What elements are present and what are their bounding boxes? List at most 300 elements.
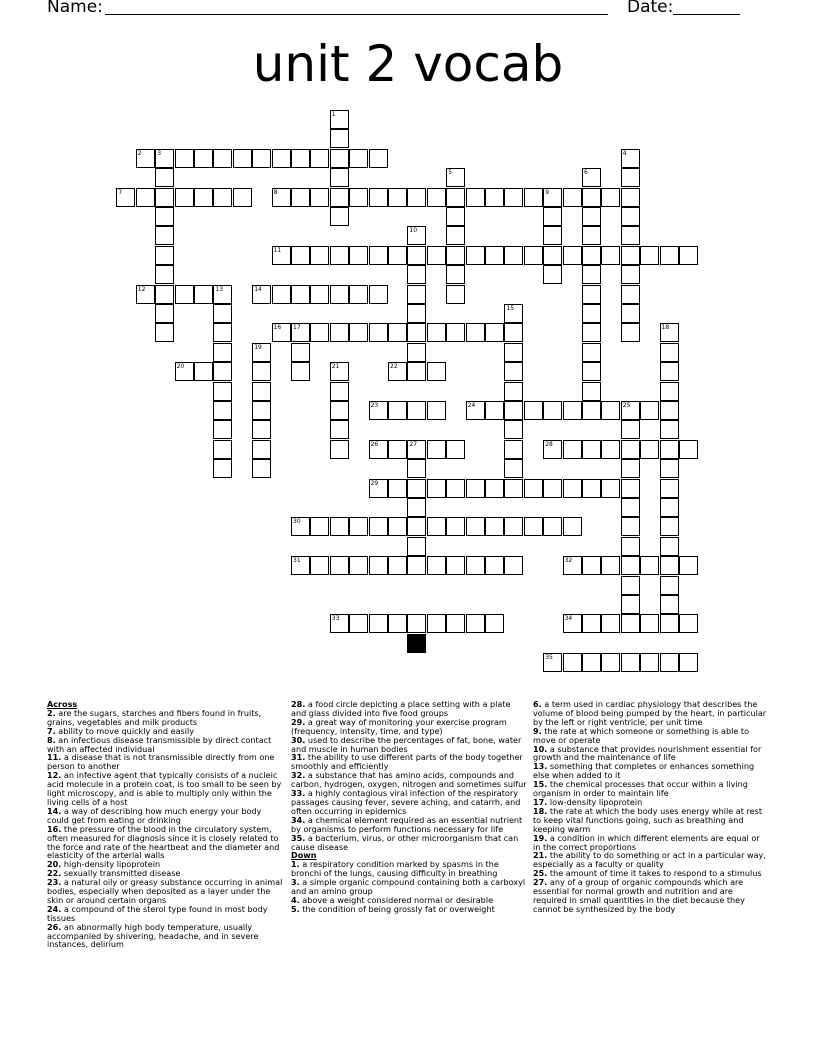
- crossword-cell[interactable]: [524, 188, 543, 207]
- crossword-cell[interactable]: [660, 362, 679, 381]
- crossword-cell[interactable]: [524, 517, 543, 536]
- crossword-cell[interactable]: [427, 556, 446, 575]
- crossword-cell[interactable]: [407, 343, 426, 362]
- crossword-cell[interactable]: [407, 226, 426, 245]
- crossword-cell[interactable]: [369, 188, 388, 207]
- crossword-cell[interactable]: [291, 149, 310, 168]
- crossword-cell[interactable]: [369, 556, 388, 575]
- crossword-cell[interactable]: [543, 188, 562, 207]
- crossword-cell[interactable]: [330, 323, 349, 342]
- crossword-cell[interactable]: [621, 207, 640, 226]
- crossword-cell[interactable]: [330, 285, 349, 304]
- crossword-cell[interactable]: [601, 479, 620, 498]
- crossword-cell[interactable]: [175, 362, 194, 381]
- crossword-cell[interactable]: [582, 323, 601, 342]
- crossword-cell[interactable]: [349, 556, 368, 575]
- crossword-cell[interactable]: [330, 517, 349, 536]
- crossword-cell[interactable]: [310, 149, 329, 168]
- crossword-cell[interactable]: [388, 246, 407, 265]
- crossword-cell[interactable]: [679, 440, 698, 459]
- crossword-cell[interactable]: [155, 323, 174, 342]
- crossword-cell[interactable]: [660, 459, 679, 478]
- crossword-cell[interactable]: [388, 614, 407, 633]
- crossword-cell[interactable]: [446, 265, 465, 284]
- crossword-cell[interactable]: [213, 323, 232, 342]
- crossword-cell[interactable]: [660, 440, 679, 459]
- crossword-cell[interactable]: [349, 188, 368, 207]
- crossword-cell[interactable]: [407, 459, 426, 478]
- crossword-cell[interactable]: [213, 382, 232, 401]
- crossword-cell[interactable]: [621, 285, 640, 304]
- crossword-cell[interactable]: [446, 285, 465, 304]
- crossword-cell[interactable]: [543, 207, 562, 226]
- crossword-cell[interactable]: [660, 343, 679, 362]
- crossword-cell[interactable]: [621, 459, 640, 478]
- crossword-cell[interactable]: [563, 479, 582, 498]
- crossword-cell[interactable]: [660, 517, 679, 536]
- clue-item-number: 32.: [291, 770, 306, 781]
- crossword-cell[interactable]: [291, 556, 310, 575]
- crossword-cell[interactable]: [543, 517, 562, 536]
- crossword-cell[interactable]: [330, 188, 349, 207]
- crossword-cell[interactable]: [621, 401, 640, 420]
- crossword-cell[interactable]: [621, 323, 640, 342]
- crossword-cell[interactable]: [466, 401, 485, 420]
- crossword-cell[interactable]: [601, 401, 620, 420]
- crossword-cell[interactable]: [621, 149, 640, 168]
- crossword-cell[interactable]: [582, 188, 601, 207]
- crossword-cell[interactable]: [563, 246, 582, 265]
- crossword-cell[interactable]: [233, 188, 252, 207]
- crossword-cell[interactable]: [349, 149, 368, 168]
- crossword-cell[interactable]: [252, 420, 271, 439]
- crossword-cell[interactable]: [466, 479, 485, 498]
- crossword-cell[interactable]: [252, 343, 271, 362]
- crossword-cell[interactable]: [155, 168, 174, 187]
- crossword-cell[interactable]: [427, 614, 446, 633]
- crossword-cell[interactable]: [679, 246, 698, 265]
- crossword-cell[interactable]: [407, 323, 426, 342]
- crossword-cell[interactable]: [330, 382, 349, 401]
- clue-item-text: a way of describing how much energy your body could get from eating or drinking: [47, 805, 262, 825]
- crossword-cell[interactable]: [660, 420, 679, 439]
- crossword-cell[interactable]: [621, 188, 640, 207]
- crossword-cell[interactable]: [388, 517, 407, 536]
- crossword-cell[interactable]: [252, 362, 271, 381]
- crossword-cell[interactable]: [543, 653, 562, 672]
- crossword-cell[interactable]: [621, 537, 640, 556]
- crossword-cell[interactable]: [504, 343, 523, 362]
- crossword-cell[interactable]: [601, 188, 620, 207]
- crossword-cell[interactable]: [349, 614, 368, 633]
- crossword-cell[interactable]: [660, 537, 679, 556]
- crossword-cell[interactable]: [543, 440, 562, 459]
- crossword-cell[interactable]: [213, 420, 232, 439]
- crossword-cell[interactable]: [582, 265, 601, 284]
- crossword-cell[interactable]: [563, 614, 582, 633]
- crossword-cell[interactable]: [582, 479, 601, 498]
- crossword-cell[interactable]: [369, 323, 388, 342]
- crossword-cell[interactable]: [640, 614, 659, 633]
- crossword-cell[interactable]: [155, 149, 174, 168]
- crossword-cell[interactable]: [369, 149, 388, 168]
- crossword-cell[interactable]: [330, 168, 349, 187]
- crossword-cell[interactable]: [407, 401, 426, 420]
- crossword-cell[interactable]: [582, 440, 601, 459]
- crossword-cell[interactable]: [213, 343, 232, 362]
- crossword-cell[interactable]: [621, 517, 640, 536]
- crossword-cell[interactable]: [485, 188, 504, 207]
- crossword-cell[interactable]: [504, 323, 523, 342]
- crossword-cell[interactable]: [233, 149, 252, 168]
- crossword-cell[interactable]: [621, 246, 640, 265]
- crossword-cell[interactable]: [640, 401, 659, 420]
- crossword-cell[interactable]: [621, 226, 640, 245]
- crossword-cell[interactable]: [155, 304, 174, 323]
- crossword-cell[interactable]: [621, 614, 640, 633]
- crossword-cell[interactable]: [252, 401, 271, 420]
- crossword-cell[interactable]: [330, 149, 349, 168]
- crossword-cell[interactable]: [660, 614, 679, 633]
- crossword-cell[interactable]: [504, 517, 523, 536]
- crossword-cell[interactable]: [563, 440, 582, 459]
- crossword-cell[interactable]: [252, 285, 271, 304]
- crossword-cell[interactable]: [291, 188, 310, 207]
- clue-number: 32: [564, 557, 573, 565]
- crossword-cell[interactable]: [330, 129, 349, 148]
- crossword-cell[interactable]: [175, 188, 194, 207]
- crossword-cell[interactable]: [524, 401, 543, 420]
- clue-number: 26: [370, 440, 379, 448]
- crossword-cell[interactable]: [194, 285, 213, 304]
- crossword-cell[interactable]: [407, 304, 426, 323]
- crossword-cell[interactable]: [310, 246, 329, 265]
- crossword-cell[interactable]: [582, 362, 601, 381]
- crossword-cell[interactable]: [213, 188, 232, 207]
- crossword-cell[interactable]: [660, 576, 679, 595]
- crossword-cell[interactable]: [446, 556, 465, 575]
- crossword-cell[interactable]: [679, 653, 698, 672]
- crossword-cell[interactable]: [155, 285, 174, 304]
- crossword-cell[interactable]: [330, 246, 349, 265]
- crossword-cell[interactable]: [330, 420, 349, 439]
- crossword-cell[interactable]: [407, 440, 426, 459]
- crossword-cell[interactable]: [563, 653, 582, 672]
- clue-item: [533, 762, 769, 780]
- crossword-cell[interactable]: [660, 479, 679, 498]
- crossword-cell[interactable]: [291, 362, 310, 381]
- crossword-cell[interactable]: [155, 226, 174, 245]
- crossword-cell[interactable]: [213, 304, 232, 323]
- crossword-cell[interactable]: [427, 440, 446, 459]
- clue-item-number: 17.: [533, 796, 548, 807]
- crossword-cell[interactable]: [621, 498, 640, 517]
- crossword-cell[interactable]: [563, 401, 582, 420]
- crossword-cell[interactable]: [601, 614, 620, 633]
- crossword-cell[interactable]: [582, 343, 601, 362]
- crossword-cell[interactable]: [660, 556, 679, 575]
- crossword-cell[interactable]: [640, 653, 659, 672]
- crossword-cell[interactable]: [349, 246, 368, 265]
- crossword-cell[interactable]: [621, 265, 640, 284]
- crossword-cell[interactable]: [407, 479, 426, 498]
- crossword-cell[interactable]: [407, 246, 426, 265]
- crossword-cell[interactable]: [272, 188, 291, 207]
- crossword-cell[interactable]: [582, 304, 601, 323]
- crossword-cell[interactable]: [388, 556, 407, 575]
- crossword-cell[interactable]: [466, 556, 485, 575]
- crossword-cell[interactable]: [543, 226, 562, 245]
- crossword-cell[interactable]: [504, 440, 523, 459]
- crossword-cell[interactable]: [621, 576, 640, 595]
- crossword-cell[interactable]: [504, 188, 523, 207]
- crossword-cell[interactable]: [330, 401, 349, 420]
- crossword-cell[interactable]: [640, 246, 659, 265]
- crossword-cell[interactable]: [563, 556, 582, 575]
- crossword-cell[interactable]: [388, 188, 407, 207]
- crossword-cell[interactable]: [621, 168, 640, 187]
- date-label: Date:: [627, 0, 674, 17]
- crossword-cell[interactable]: [272, 246, 291, 265]
- crossword-cell[interactable]: [388, 479, 407, 498]
- crossword-cell[interactable]: [543, 479, 562, 498]
- crossword-cell[interactable]: [330, 614, 349, 633]
- crossword-cell[interactable]: [330, 440, 349, 459]
- crossword-cell[interactable]: [407, 285, 426, 304]
- crossword-cell[interactable]: [524, 479, 543, 498]
- crossword-cell[interactable]: [310, 517, 329, 536]
- crossword-cell[interactable]: [427, 188, 446, 207]
- crossword-cell[interactable]: [349, 517, 368, 536]
- crossword-cell[interactable]: [601, 556, 620, 575]
- crossword-cell[interactable]: [388, 401, 407, 420]
- crossword-cell[interactable]: [330, 207, 349, 226]
- crossword-cell[interactable]: [582, 556, 601, 575]
- crossword-cell[interactable]: [640, 556, 659, 575]
- crossword-cell[interactable]: [407, 362, 426, 381]
- crossword-cell[interactable]: [407, 188, 426, 207]
- crossword-cell[interactable]: [660, 595, 679, 614]
- crossword-cell[interactable]: [466, 188, 485, 207]
- crossword-cell[interactable]: [582, 226, 601, 245]
- crossword-cell[interactable]: [272, 149, 291, 168]
- crossword-cell[interactable]: [213, 362, 232, 381]
- crossword-cell[interactable]: [485, 614, 504, 633]
- crossword-cell[interactable]: [582, 382, 601, 401]
- crossword-cell[interactable]: [446, 440, 465, 459]
- crossword-cell[interactable]: [330, 556, 349, 575]
- crossword-cell[interactable]: [446, 207, 465, 226]
- crossword-cell[interactable]: [485, 246, 504, 265]
- crossword-cell[interactable]: [446, 168, 465, 187]
- crossword-cell[interactable]: [291, 323, 310, 342]
- crossword-cell[interactable]: [582, 246, 601, 265]
- crossword-cell[interactable]: [310, 323, 329, 342]
- crossword-cell[interactable]: [291, 246, 310, 265]
- crossword-cell[interactable]: [504, 362, 523, 381]
- crossword-cell[interactable]: [640, 440, 659, 459]
- crossword-cell[interactable]: [660, 382, 679, 401]
- crossword-cell[interactable]: [194, 188, 213, 207]
- clue-item-number: 13.: [533, 761, 548, 772]
- crossword-cell[interactable]: [388, 440, 407, 459]
- crossword-cell[interactable]: [427, 362, 446, 381]
- crossword-cell[interactable]: [369, 285, 388, 304]
- crossword-cell[interactable]: [543, 265, 562, 284]
- crossword-cell[interactable]: [466, 246, 485, 265]
- crossword-cell[interactable]: [485, 517, 504, 536]
- crossword-cell[interactable]: [485, 556, 504, 575]
- crossword-cell[interactable]: [582, 168, 601, 187]
- clue-item-text: the chemical processes that occur within a living organism in order to maintain life: [533, 779, 748, 799]
- crossword-cell[interactable]: [660, 246, 679, 265]
- crossword-cell[interactable]: [252, 149, 271, 168]
- crossword-cell[interactable]: [272, 285, 291, 304]
- crossword-cell[interactable]: [427, 323, 446, 342]
- crossword-cell[interactable]: [194, 149, 213, 168]
- crossword-cell[interactable]: [407, 614, 426, 633]
- crossword-cell[interactable]: [582, 614, 601, 633]
- clue-item-number: 33.: [291, 788, 306, 799]
- crossword-cell[interactable]: [427, 517, 446, 536]
- crossword-cell[interactable]: [621, 479, 640, 498]
- crossword-cell[interactable]: [427, 479, 446, 498]
- clue-item-number: 30.: [291, 734, 306, 745]
- crossword-cell[interactable]: [446, 517, 465, 536]
- crossword-cell[interactable]: [621, 556, 640, 575]
- crossword-cell[interactable]: [679, 556, 698, 575]
- crossword-cell[interactable]: [504, 401, 523, 420]
- crossword-cell[interactable]: [272, 323, 291, 342]
- crossword-cell[interactable]: [349, 285, 368, 304]
- crossword-cell[interactable]: [310, 188, 329, 207]
- crossword-cell[interactable]: [466, 614, 485, 633]
- crossword-cell[interactable]: [407, 556, 426, 575]
- crossword-cell[interactable]: [504, 420, 523, 439]
- crossword-cell[interactable]: [155, 207, 174, 226]
- crossword-cell[interactable]: [621, 440, 640, 459]
- crossword-cell[interactable]: [446, 188, 465, 207]
- crossword-cell[interactable]: [466, 517, 485, 536]
- crossword-cell[interactable]: [543, 401, 562, 420]
- clue-item-number: 8.: [47, 734, 56, 745]
- crossword-cell[interactable]: [407, 537, 426, 556]
- crossword-cell[interactable]: [155, 265, 174, 284]
- crossword-cell[interactable]: [136, 149, 155, 168]
- crossword-cell[interactable]: [582, 207, 601, 226]
- crossword-cell[interactable]: [582, 401, 601, 420]
- crossword-cell[interactable]: [563, 188, 582, 207]
- clue-number: 7: [118, 188, 123, 196]
- crossword-cell[interactable]: [660, 653, 679, 672]
- clue-number: 6: [584, 169, 588, 177]
- crossword-cell[interactable]: [446, 246, 465, 265]
- crossword-cell[interactable]: [213, 459, 232, 478]
- crossword-cell[interactable]: [388, 323, 407, 342]
- crossword-cell[interactable]: [427, 401, 446, 420]
- crossword-cell[interactable]: [252, 440, 271, 459]
- crossword-cell[interactable]: [601, 440, 620, 459]
- crossword-cell[interactable]: [194, 362, 213, 381]
- crossword-cell[interactable]: [621, 595, 640, 614]
- crossword-cell[interactable]: [330, 362, 349, 381]
- crossword-cell[interactable]: [504, 382, 523, 401]
- crossword-cell[interactable]: [213, 401, 232, 420]
- crossword-cell[interactable]: [291, 343, 310, 362]
- crossword-cell[interactable]: [291, 517, 310, 536]
- crossword-cell[interactable]: [407, 265, 426, 284]
- crossword-cell[interactable]: [349, 323, 368, 342]
- crossword-cell[interactable]: [136, 188, 155, 207]
- crossword-cell[interactable]: [252, 459, 271, 478]
- crossword-cell[interactable]: [330, 110, 349, 129]
- crossword-cell[interactable]: [485, 323, 504, 342]
- crossword-cell[interactable]: [524, 246, 543, 265]
- crossword-cell[interactable]: [369, 614, 388, 633]
- crossword-cell[interactable]: [213, 440, 232, 459]
- crossword-cell[interactable]: [310, 285, 329, 304]
- crossword-cell[interactable]: [446, 479, 465, 498]
- crossword-cell[interactable]: [388, 362, 407, 381]
- crossword-cell[interactable]: [601, 246, 620, 265]
- crossword-cell[interactable]: [407, 498, 426, 517]
- crossword-cell[interactable]: [310, 556, 329, 575]
- crossword-cell[interactable]: [369, 440, 388, 459]
- crossword-cell[interactable]: [291, 285, 310, 304]
- crossword-cell[interactable]: [407, 517, 426, 536]
- crossword-cell[interactable]: [504, 479, 523, 498]
- crossword-cell[interactable]: [116, 188, 135, 207]
- crossword-cell[interactable]: [427, 246, 446, 265]
- crossword-cell[interactable]: [446, 614, 465, 633]
- crossword-cell[interactable]: [582, 653, 601, 672]
- crossword-cell[interactable]: [252, 382, 271, 401]
- crossword-cell[interactable]: [155, 246, 174, 265]
- crossword-cell[interactable]: [485, 479, 504, 498]
- crossword-cell[interactable]: [660, 323, 679, 342]
- crossword-cell[interactable]: [369, 246, 388, 265]
- crossword-cell[interactable]: [175, 149, 194, 168]
- clue-number: 21: [331, 363, 340, 371]
- crossword-cell[interactable]: [504, 304, 523, 323]
- crossword-cell[interactable]: [213, 149, 232, 168]
- crossword-cell[interactable]: [504, 459, 523, 478]
- crossword-cell[interactable]: [136, 285, 155, 304]
- crossword-cell[interactable]: [621, 420, 640, 439]
- crossword-cell[interactable]: [155, 188, 174, 207]
- crossword-cell[interactable]: [660, 401, 679, 420]
- crossword-cell[interactable]: [621, 304, 640, 323]
- crossword-cell[interactable]: [582, 285, 601, 304]
- crossword-cell[interactable]: [466, 323, 485, 342]
- crossword-cell[interactable]: [563, 517, 582, 536]
- crossword-cell[interactable]: [369, 479, 388, 498]
- crossword-cell[interactable]: [485, 401, 504, 420]
- crossword-cell[interactable]: [213, 285, 232, 304]
- crossword-cell[interactable]: [369, 401, 388, 420]
- crossword-cell[interactable]: [504, 556, 523, 575]
- crossword-cell[interactable]: [504, 246, 523, 265]
- crossword-cell[interactable]: [601, 653, 620, 672]
- crossword-cell[interactable]: [175, 285, 194, 304]
- crossword-cell[interactable]: [621, 653, 640, 672]
- crossword-cell[interactable]: [679, 614, 698, 633]
- crossword-cell[interactable]: [446, 226, 465, 245]
- crossword-cell[interactable]: [660, 498, 679, 517]
- crossword-cell[interactable]: [369, 517, 388, 536]
- crossword-cell[interactable]: [543, 246, 562, 265]
- crossword-cell[interactable]: [446, 323, 465, 342]
